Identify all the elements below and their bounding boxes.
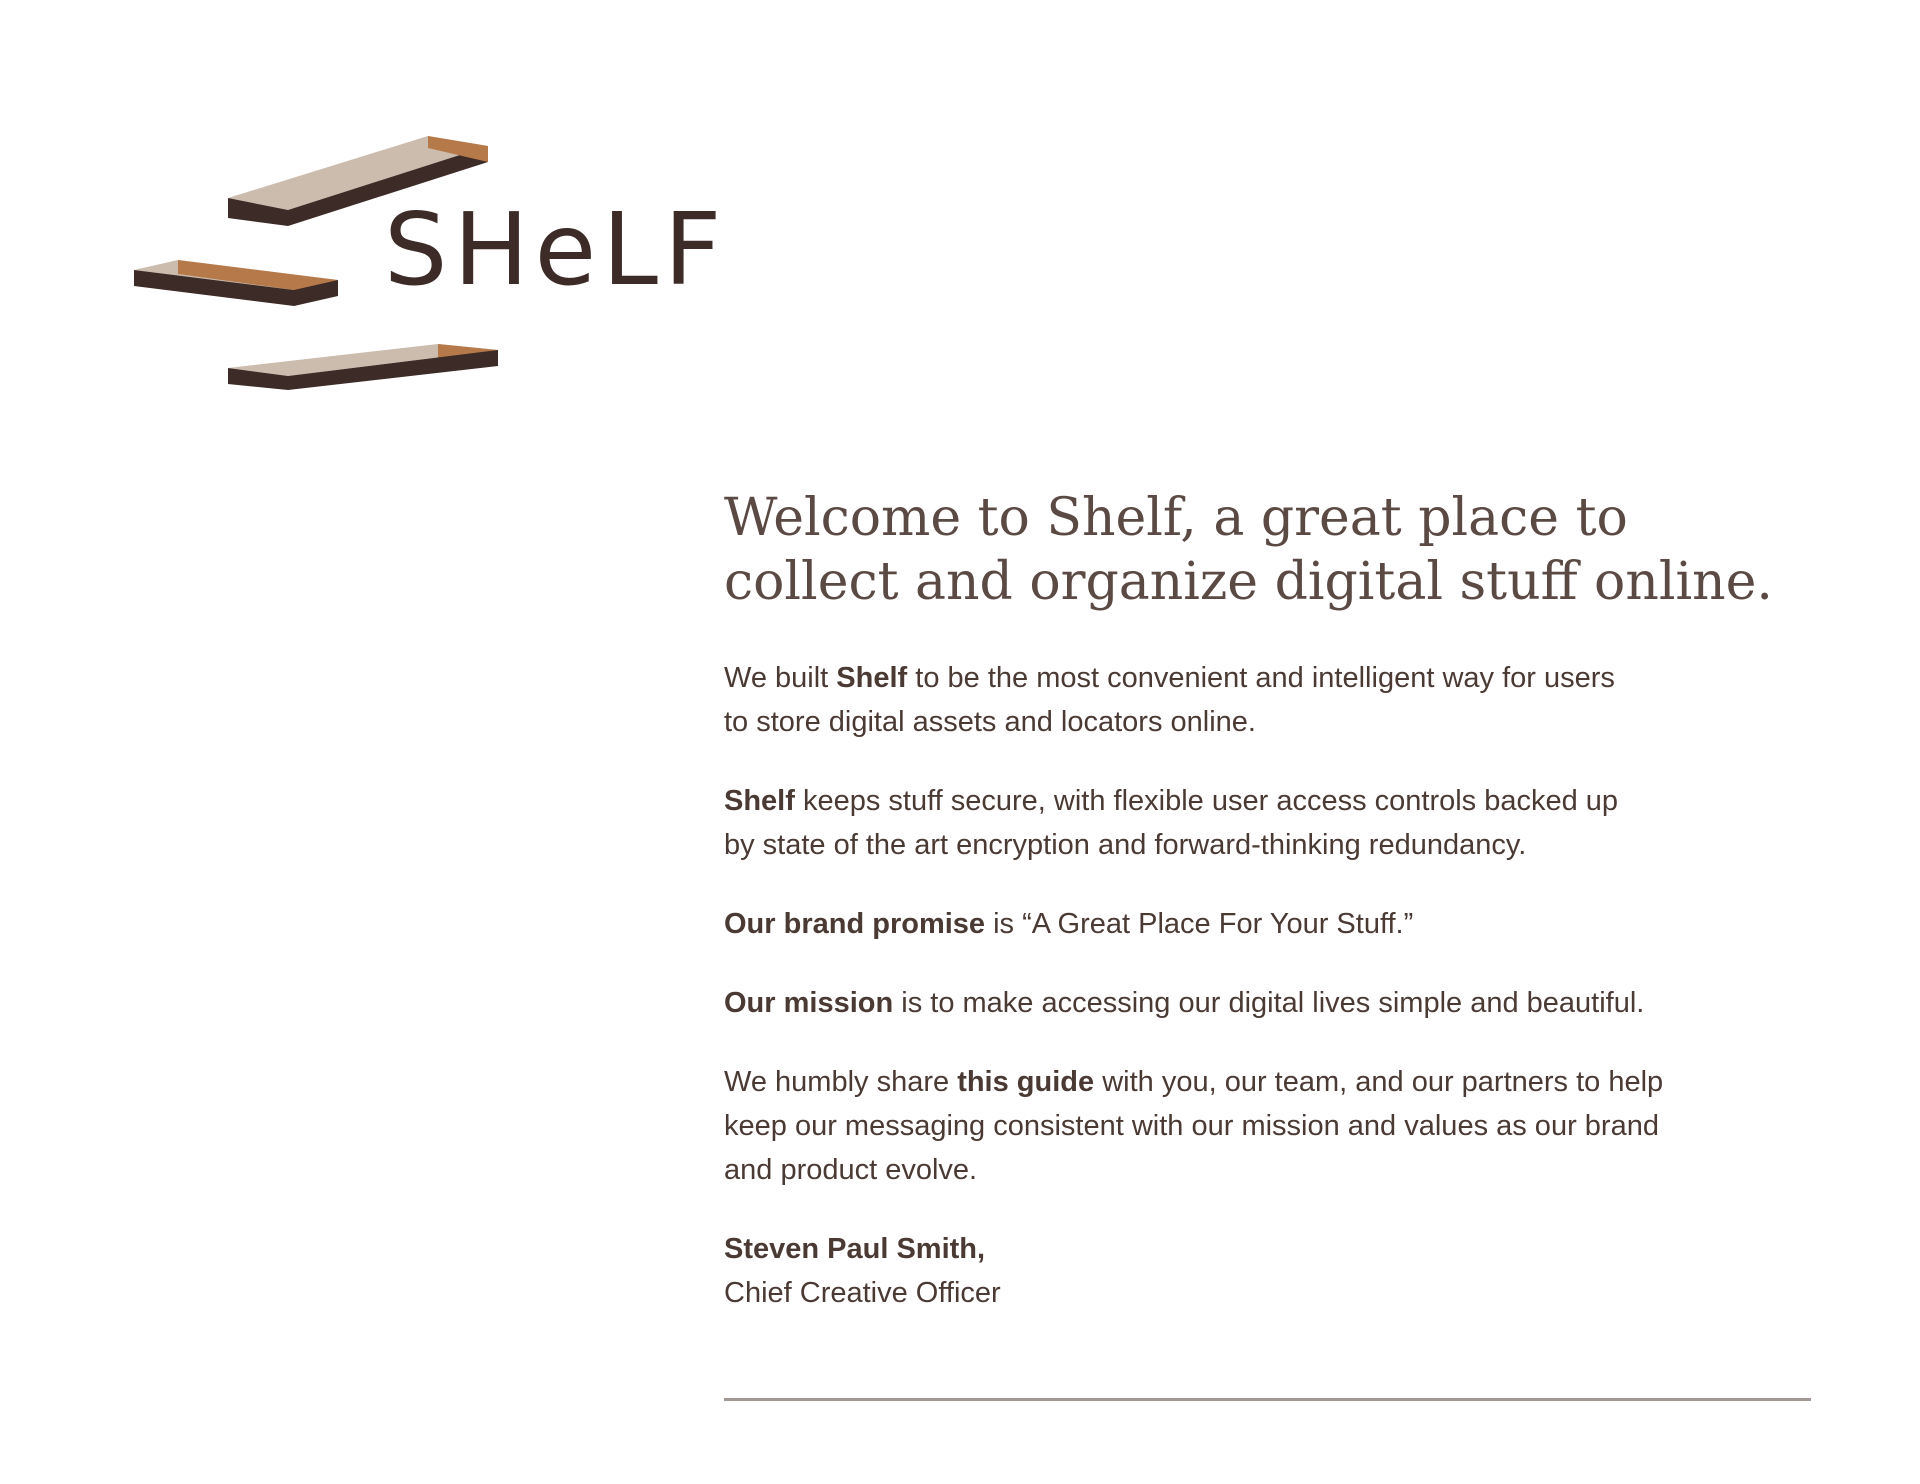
p5-line-2: keep our messaging consistent with our mission and values as our brand	[724, 1110, 1659, 1142]
headline-line-1: Welcome to Shelf, a great place to	[724, 488, 1628, 548]
footer-divider	[724, 1398, 1811, 1401]
paragraph-secure	[724, 779, 1784, 867]
headline-line-2: collect and organize digital stuff online.	[724, 552, 1773, 612]
p1-text-pre: We built	[724, 662, 837, 694]
paragraph-brand-promise	[724, 902, 1784, 946]
p3-text-post: is “A Great Place For Your Stuff.”	[985, 908, 1414, 940]
welcome-content	[724, 486, 1784, 1315]
shelf-logo	[128, 128, 728, 398]
p3-bold: Our brand promise	[724, 908, 986, 940]
signer-title: Chief Creative Officer	[724, 1277, 1001, 1309]
welcome-headline	[724, 486, 1774, 614]
p5-bold: this guide	[957, 1066, 1095, 1098]
p4-bold: Our mission	[724, 987, 894, 1019]
paragraph-mission	[724, 981, 1784, 1025]
p2-line-2: by state of the art encryption and forward-thinking redundancy.	[724, 829, 1527, 861]
p5-text-pre: We humbly share	[724, 1066, 958, 1098]
paragraph-guide	[724, 1060, 1784, 1192]
p2-bold: Shelf	[724, 785, 795, 817]
p5-text-post: with you, our team, and our partners to help	[1094, 1066, 1664, 1098]
paragraph-built	[724, 656, 1784, 744]
p2-text-post: keeps stuff secure, with flexible user access controls backed up	[794, 785, 1619, 817]
p5-line-3: and product evolve.	[724, 1154, 978, 1186]
p1-text-post: to be the most convenient and intelligent way for users	[907, 662, 1615, 694]
signer-name: Steven Paul Smith,	[724, 1233, 986, 1265]
signature-block	[724, 1227, 1784, 1315]
shelf-wordmark: SHeLF	[384, 191, 728, 308]
p1-bold: Shelf	[836, 662, 908, 694]
p4-text-post: is to make accessing our digital lives simple and beautiful.	[893, 987, 1645, 1019]
p1-line-2: to store digital assets and locators online.	[724, 706, 1256, 738]
